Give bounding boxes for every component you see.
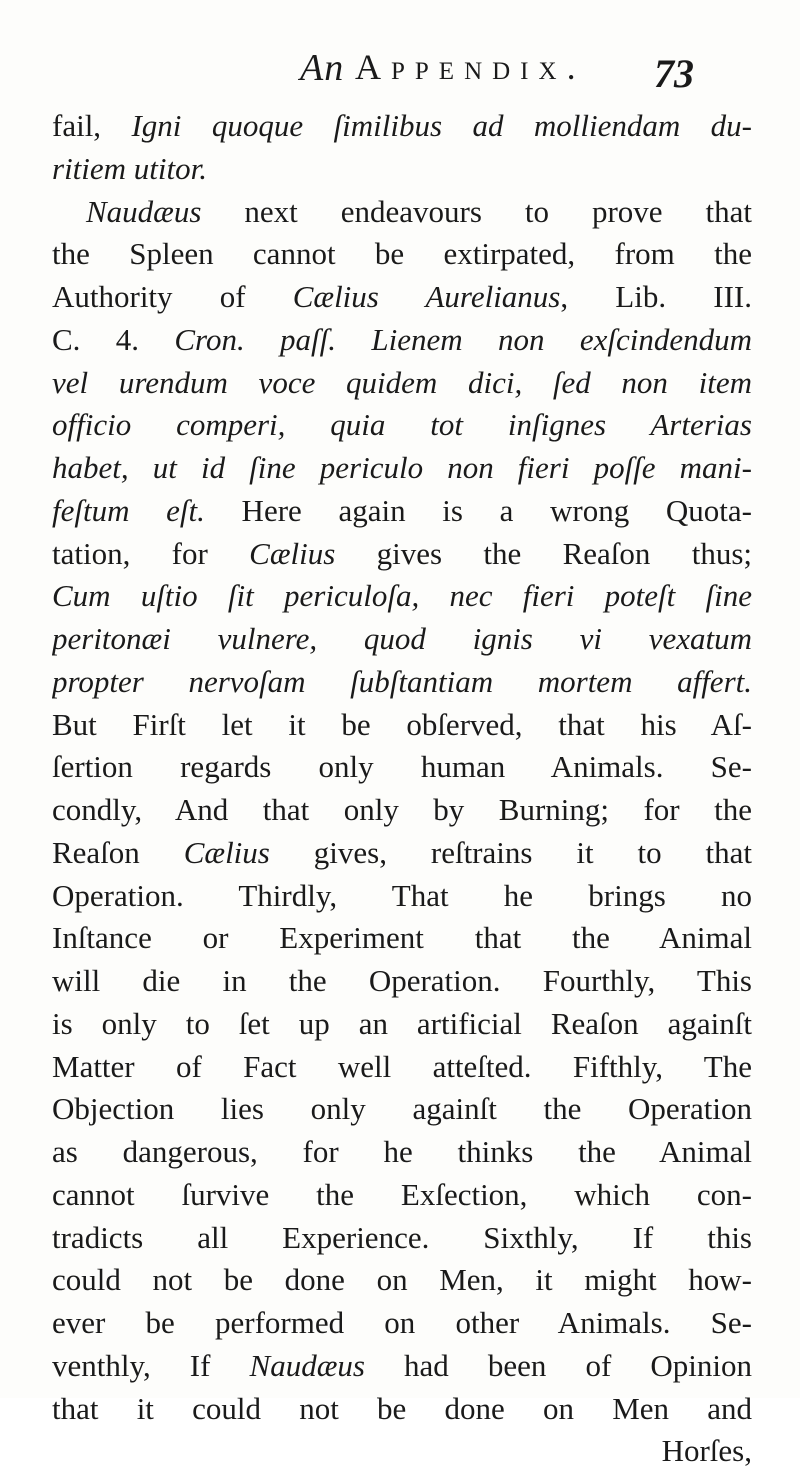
text-line <box>52 1088 752 1131</box>
italic-text: propter nervoſam ſubſtantiam mortem affert. <box>52 663 752 699</box>
text-line <box>52 1174 752 1217</box>
roman-text: , Lib. III. <box>560 279 752 314</box>
italic-text: Cron. paſſ. Lienem non exſcindendum <box>174 321 752 357</box>
italic-text: Cælius <box>183 834 270 870</box>
roman-text: fail, <box>52 108 132 143</box>
italic-text: vel urendum voce quidem dici, ſed non item <box>52 364 752 400</box>
body-text <box>52 105 752 1473</box>
text-line <box>52 789 752 832</box>
italic-text: officio comperi, quia tot inſignes Arterias <box>52 407 752 443</box>
italic-text: Cælius <box>249 535 336 571</box>
text-line <box>52 1003 752 1046</box>
roman-text: ever be performed on other Animals. Se- <box>52 1305 752 1340</box>
roman-text: Matter of Fact well atteſted. Fifthly, The <box>52 1048 752 1084</box>
roman-text: had been of Opinion <box>364 1347 752 1383</box>
roman-text: tradicts all Experience. Sixthly, If this <box>52 1219 752 1255</box>
text-line <box>52 233 752 276</box>
roman-text: But Firſt let it be obſerved, that his Aſ- <box>52 706 752 742</box>
roman-text: gives, reſtrains it to that <box>269 834 752 870</box>
italic-text: Cælius Aurelianus <box>292 279 561 314</box>
running-head-title: An <box>300 47 345 89</box>
roman-text: Here again is a wrong Quota- <box>204 492 752 528</box>
roman-text: that it could not be done on Men and <box>52 1390 752 1426</box>
text-line <box>52 1302 752 1345</box>
text-line <box>52 575 752 618</box>
roman-text: Objection lies only againſt the Operation <box>52 1091 752 1127</box>
italic-text: Naudæus <box>249 1347 365 1383</box>
text-line <box>52 746 752 789</box>
text-line <box>52 917 752 960</box>
text-line <box>52 618 752 661</box>
roman-text: gives the Reaſon thus; <box>335 535 752 571</box>
text-line <box>52 661 752 704</box>
text-line <box>52 960 752 1003</box>
roman-text: Authority of <box>52 279 293 314</box>
page-number: 73 <box>654 51 694 96</box>
roman-text: Horſes, <box>661 1433 752 1469</box>
italic-text: peritonæi vulnere, quod ignis vi vexatum <box>52 621 752 656</box>
text-line <box>52 1430 752 1473</box>
roman-text: Operation. Thirdly, That he brings no <box>52 877 752 913</box>
roman-text: venthly, If <box>52 1347 250 1383</box>
text-line <box>52 362 752 405</box>
italic-text: habet, ut id ſine periculo non fieri poſſe mani- <box>52 450 752 485</box>
roman-text: the Spleen cannot be extirpated, from the <box>52 236 752 272</box>
text-line <box>52 148 752 191</box>
italic-text: Igni quoque ſimilibus ad molliendam du- <box>131 108 752 143</box>
running-head <box>0 38 800 98</box>
text-line <box>52 447 752 490</box>
roman-text: is only to ſet up an artificial Reaſon againſt <box>52 1005 752 1041</box>
text-line <box>52 704 752 747</box>
text-line <box>52 1345 752 1388</box>
text-line <box>52 1046 752 1089</box>
roman-text: condly, And that only by Burning; for the <box>52 792 752 827</box>
roman-text: next endeavours to prove that <box>201 193 752 229</box>
text-line <box>52 191 752 234</box>
roman-text: ſertion regards only human Animals. Se- <box>52 749 752 785</box>
roman-text: as dangerous, for he thinks the Animal <box>52 1134 752 1169</box>
text-line <box>52 105 752 148</box>
text-line <box>52 832 752 875</box>
text-line <box>52 1217 752 1260</box>
italic-text: ritiem utitor. <box>52 150 208 186</box>
roman-text: tation, for <box>52 535 250 571</box>
text-line <box>52 1259 752 1302</box>
roman-text: C. 4. <box>52 321 175 357</box>
text-line <box>52 1131 752 1174</box>
roman-text: Reaſon <box>52 834 184 870</box>
text-line <box>52 533 752 576</box>
italic-text: Cum uſtio ſit periculoſa, nec fieri poteſt ſine <box>52 578 752 614</box>
roman-text: will die in the Operation. Fourthly, This <box>52 963 752 998</box>
roman-text: could not be done on Men, it might how- <box>52 1262 752 1298</box>
text-line <box>52 319 752 362</box>
italic-text: Naudæus <box>86 193 202 229</box>
roman-text: cannot ſurvive the Exſection, which con- <box>52 1176 752 1212</box>
text-line <box>52 875 752 918</box>
italic-text: feſtum eſt. <box>52 492 205 528</box>
text-line <box>52 1388 752 1431</box>
text-line <box>52 404 752 447</box>
text-line <box>52 490 752 533</box>
roman-text: Inſtance or Experiment that the Animal <box>52 920 752 956</box>
text-line <box>52 276 752 319</box>
running-head-section: Appendix. <box>355 47 586 87</box>
